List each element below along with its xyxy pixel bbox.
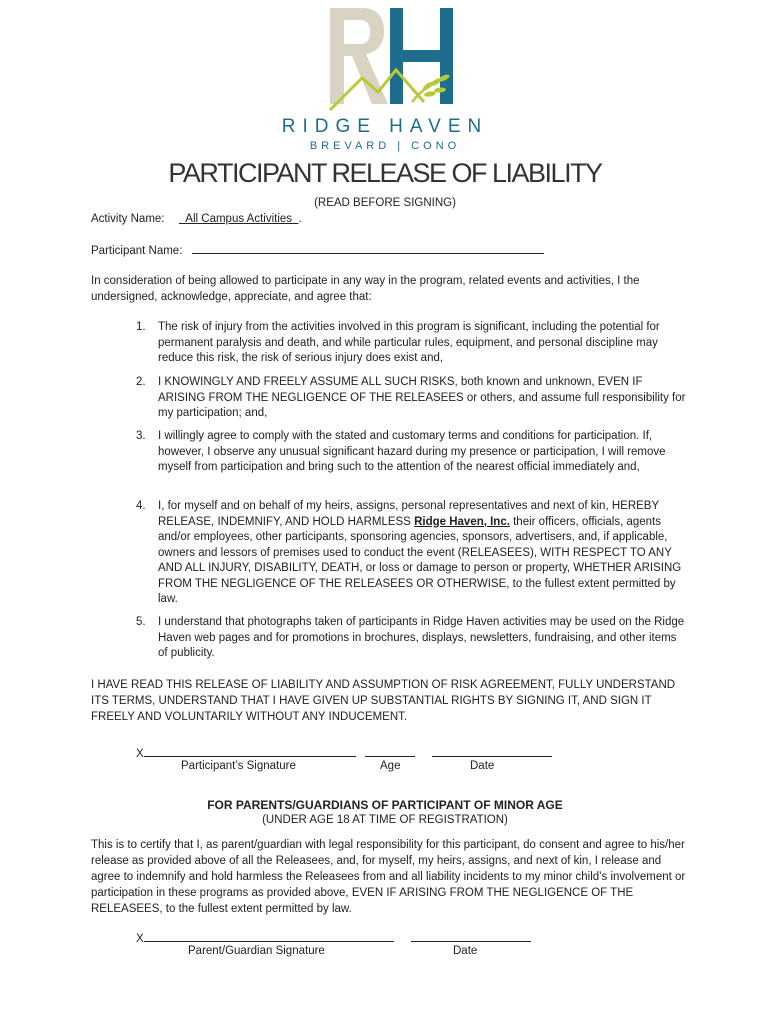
date-label: Date <box>470 760 495 772</box>
participant-signature-row <box>136 745 552 760</box>
participant-signature-field[interactable] <box>144 745 356 757</box>
activity-name-row <box>91 211 302 227</box>
acknowledgement-paragraph: I HAVE READ THIS RELEASE OF LIABILITY AND ASSUMPTION OF RISK AGREEMENT, FULLY UNDERSTAND ITS TERMS, UNDERSTAND THAT I HAVE GIVEN UP SUBSTANTIAL RIGHTS BY SIGNING IT, AND SIGN IT FREELY AND VOLUNTARILY WITHOUT ANY INDUCEMENT. <box>91 679 676 723</box>
activity-name-value: All Campus Activities <box>185 213 293 225</box>
logo-letter-h-left <box>390 8 403 104</box>
guardian-signature-x-mark: X <box>136 933 144 945</box>
document-title: PARTICIPANT RELEASE OF LIABILITY <box>168 158 602 188</box>
age-label: Age <box>380 760 401 772</box>
brand-locations: BREVARD | CONO <box>309 140 461 152</box>
guardian-date-field[interactable] <box>411 930 531 942</box>
minor-consent-paragraph: This is to certify that I, as parent/guardian with legal responsibility for this participant, do consent and agree to his/her release as provided above of all the Releasees, and, for myself, my heirs, assigns, and next of kin, I release and agree to indemnify and hold harmless the Releasees from and all liability incidents to my minor child’s involvement or participation in these programs as provided above, EVEN IF ARISING FROM THE NEGLIGENCE OF THE RELEASEES, to the fullest extent permitted by law. <box>91 839 686 915</box>
guardian-date-label: Date <box>453 945 478 957</box>
document-subtitle: (READ BEFORE SIGNING) <box>314 197 456 209</box>
participant-name-row <box>91 242 544 259</box>
guardian-signature-row <box>136 930 531 945</box>
activity-name-label: Activity Name: <box>91 213 165 225</box>
ridge-haven-logo <box>300 6 470 118</box>
intro-paragraph: In consideration of being allowed to participate in any way in the program, related events and activities, I the undersigned, acknowledge, appreciate, and agree that: <box>91 275 640 303</box>
participant-signature-label: Participant’s Signature <box>181 760 296 772</box>
participant-name-label: Participant Name: <box>91 245 183 257</box>
date-field[interactable] <box>432 745 552 757</box>
brand-name: RIDGE HAVEN <box>281 116 489 137</box>
participant-name-field[interactable] <box>192 242 544 254</box>
logo-letter-h-bar <box>403 50 440 62</box>
signature-x-mark: X <box>136 748 144 760</box>
minor-section-heading: FOR PARENTS/GUARDIANS OF PARTICIPANT OF MINOR AGE <box>207 798 563 812</box>
guardian-signature-label: Parent/Guardian Signature <box>188 945 325 957</box>
guardian-signature-field[interactable] <box>144 930 394 942</box>
age-field[interactable] <box>365 745 415 757</box>
minor-section-subheading: (UNDER AGE 18 AT TIME OF REGISTRATION) <box>262 814 508 826</box>
release-form-page: RIDGE HAVEN BREVARD | CONO PARTICIPANT RELEASE OF LIABILITY (READ BEFORE SIGNING) Activity Name: All Campus Activities . Participant Name: In consideration of being allowed to participate in any way in the program, related events and activities, I the undersigned, acknowledge, appreciate, and agree that: 1. The risk of injury from the activities involved in this program is significant, including the potential for permanent paralysis and death, and while particular rules, equipment, and personal discipline may reduce this risk, the risk of serious injury does exist and, 2. I KNOWINGLY AND FREELY ASSUME ALL SUCH RISKS, both known and unknown, EVEN IF ARISING FROM THE NEGLIGENCE OF THE RELEASEES or others, and assume full responsibility for my participation; and, 3. I willingly agree to comply with the stated and customary terms and conditions for participation. If, however, I observe any unusual significant hazard during my presence or participation, I will remove myself from participation and bring such to the attention of the nearest official immediately and, 4. I, for myself and on behalf of my heirs, assigns, personal representatives and next of kin, HEREBY RELEASE, INDEMNIFY, AND HOLD HARMLESS Ridge Haven, Inc. their officers, officials, agents and/or employees, other participants, sponsoring agencies, sponsors, advertisers, and, if applicable, owners and lessors of premises used to conduct the event (RELEASEES), WITH RESPECT TO ANY AND ALL INJURY, DISABILITY, DEATH, or loss or damage to person or property, WHETHER ARISING FROM THE NEGLIGENCE OF THE RELEASEES OR OTHERWISE, to the fullest extent permitted by law. 5. I understand that photographs taken of participants in Ridge Haven activities may be used on the Ridge Haven web pages and for promotions in brochures, displays, newsletters, fundraising, and other items of publicity. I HAVE READ THIS RELEASE OF LIABILITY AND ASSUMPTION OF RISK AGREEMENT, FULLY UNDERSTAND ITS TERMS, UNDERSTAND THAT I HAVE GIVEN UP SUBSTANTIAL RIGHTS BY SIGNING IT, AND SIGN IT FREELY AND VOLUNTARILY WITHOUT ANY INDUCEMENT. X Participant’s Signature Age Date FOR PARENTS/GUARDIANS OF PARTICIPANT OF MINOR AGE (UNDER AGE 18 AT TIME OF REGISTRATION) This is to certify that I, as parent/guardian with legal responsibility for this participant, do consent and agree to his/her release as provided above of all the Releasees, and, for myself, my heirs, assigns, and next of kin, I release and agree to indemnify and hold harmless the Releasees from and all liability incidents to my minor child’s involvement or participation in these programs as provided above, EVEN IF ARISING FROM THE NEGLIGENCE OF THE RELEASEES, to the fullest extent permitted by law. X Parent/Guardian Signature Date <box>0 0 770 1024</box>
activity-name-trailer: . <box>298 213 302 225</box>
organization-name: Ridge Haven, Inc. <box>414 515 510 528</box>
